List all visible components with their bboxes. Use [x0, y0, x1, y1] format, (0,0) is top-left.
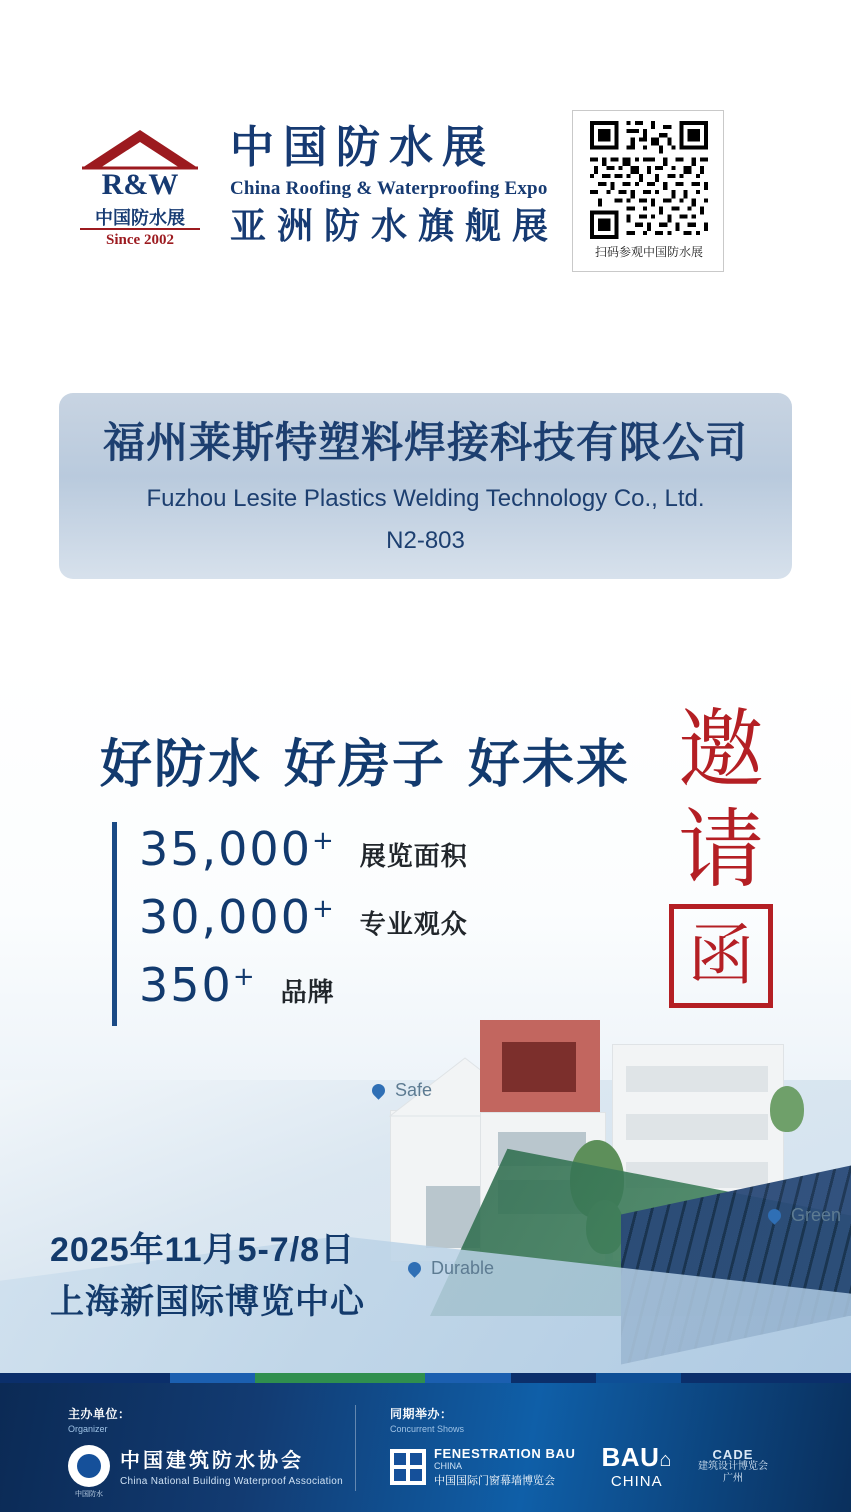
strip-seg-5: [425, 1373, 510, 1383]
show-title-1: FENESTRATION BAU: [434, 1445, 576, 1461]
show-fenestration-bau: [390, 1447, 576, 1488]
company-name-cn: 福州莱斯特塑料焊接科技有限公司: [102, 421, 748, 467]
stat-plus: +: [311, 826, 334, 856]
map-pin-icon: [369, 1081, 387, 1099]
organizer-label-cn: 主办单位：: [68, 1407, 131, 1421]
cade-title: CADE: [712, 1447, 754, 1462]
event-venue: 上海新国际博览中心: [50, 1283, 365, 1321]
expo-title-cn: 中国防水展: [230, 123, 495, 172]
concurrent-logos: [390, 1444, 821, 1490]
expo-title-block: [230, 118, 559, 248]
company-booth-number: N2-803: [386, 527, 465, 554]
slogan-part-3: 好未来: [468, 736, 631, 794]
invitation-title: [665, 700, 777, 1008]
logo-since: Since 2002: [106, 232, 174, 248]
event-date: 2025年11月5-7/8日: [50, 1231, 356, 1269]
cade-sub: 建筑设计博览会: [697, 1461, 768, 1472]
organizer-logo-row: [68, 1444, 343, 1498]
slogan-part-1: 好防水: [100, 736, 263, 794]
qr-code-icon: [587, 121, 711, 239]
strip-seg-1: [0, 1373, 170, 1383]
pin-safe: [372, 1080, 432, 1101]
pin-label: Durable: [431, 1258, 495, 1278]
rw-logo-mark: [72, 118, 208, 253]
show-title-2: CHINA: [434, 1460, 463, 1471]
organizer-label-en: Organizer: [68, 1424, 108, 1434]
stat-plus: +: [232, 962, 255, 992]
footer-concurrent: [390, 1405, 821, 1490]
company-name-en: Fuzhou Lesite Plastics Welding Technology Co., Ltd.: [146, 485, 705, 512]
page-footer: [0, 1383, 851, 1512]
logo-divider: [80, 228, 200, 230]
pin-label: Safe: [395, 1080, 433, 1100]
window-grid-icon: [390, 1449, 426, 1485]
roof-icon: [76, 126, 204, 170]
slogan-part-2: 好房子: [284, 736, 447, 794]
page-header: [0, 0, 851, 300]
show-title-3: 中国国际门窗幕墙博览会: [434, 1474, 555, 1487]
qr-card[interactable]: [572, 110, 724, 272]
stat-value: 30,000: [139, 890, 312, 944]
map-pin-icon: [405, 1259, 423, 1277]
pin-durable: [408, 1258, 494, 1279]
bau-text: BAU: [601, 1442, 660, 1472]
invitation-char-2: 请: [678, 802, 764, 898]
company-banner: [59, 393, 792, 579]
stat-item: [139, 890, 468, 944]
stat-item: [139, 822, 468, 876]
pin-label: Green: [791, 1205, 842, 1225]
footer-divider: [355, 1405, 356, 1491]
organizer-name-cn: 中国建筑防水协会: [120, 1450, 304, 1472]
concurrent-label-en: Concurrent Shows: [390, 1424, 465, 1434]
stat-label: 专业观众: [359, 909, 468, 939]
bau-sub-text: CHINA: [610, 1473, 663, 1490]
cade-logo-icon: [698, 1449, 768, 1485]
expo-subtitle-cn: 亚洲防水旗舰展: [230, 205, 560, 246]
stat-value: 35,000: [139, 822, 312, 876]
strip-seg-2: [170, 1373, 255, 1383]
strip-seg-6: [511, 1373, 596, 1383]
expo-title-en: China Roofing & Waterproofing Expo: [230, 178, 548, 199]
stat-label: 品牌: [280, 977, 335, 1007]
pin-green: [768, 1205, 841, 1226]
strip-seg-7: [596, 1373, 681, 1383]
bau-logo-icon: BAU⌂: [601, 1442, 672, 1472]
stat-plus: +: [311, 894, 334, 924]
qr-caption: 扫码参观中国防水展: [594, 245, 703, 259]
strip-seg-3: [255, 1373, 340, 1383]
stat-label: 展览面积: [359, 841, 468, 871]
invitation-char-3: 函: [669, 904, 773, 1008]
poster-slogan: [100, 722, 630, 797]
cade-city: 广州: [722, 1473, 743, 1484]
stat-value: 350: [139, 958, 233, 1012]
poster-stats: [112, 822, 468, 1026]
concurrent-label-cn: 同期举办：: [390, 1407, 453, 1421]
expo-logo: [72, 118, 559, 253]
organizer-name-en: China National Building Waterproof Association: [120, 1476, 343, 1487]
show-bau-china: [602, 1444, 672, 1490]
strip-seg-8: [681, 1373, 851, 1383]
organizer-mark-caption: 中国防水: [75, 1490, 103, 1498]
organizer-logo-icon: [68, 1445, 110, 1498]
footer-organizer: [68, 1405, 343, 1498]
event-date-venue: [50, 1224, 365, 1328]
invitation-char-1: 邀: [678, 702, 764, 798]
show-cade: [698, 1449, 768, 1485]
expo-poster: [0, 660, 851, 1380]
strip-seg-4: [340, 1373, 425, 1383]
color-strip: [0, 1373, 851, 1383]
map-pin-icon: [765, 1206, 783, 1224]
logo-initials: R&W: [101, 168, 179, 201]
logo-cn-text: 中国防水展: [95, 208, 185, 228]
stat-item: [139, 958, 468, 1012]
